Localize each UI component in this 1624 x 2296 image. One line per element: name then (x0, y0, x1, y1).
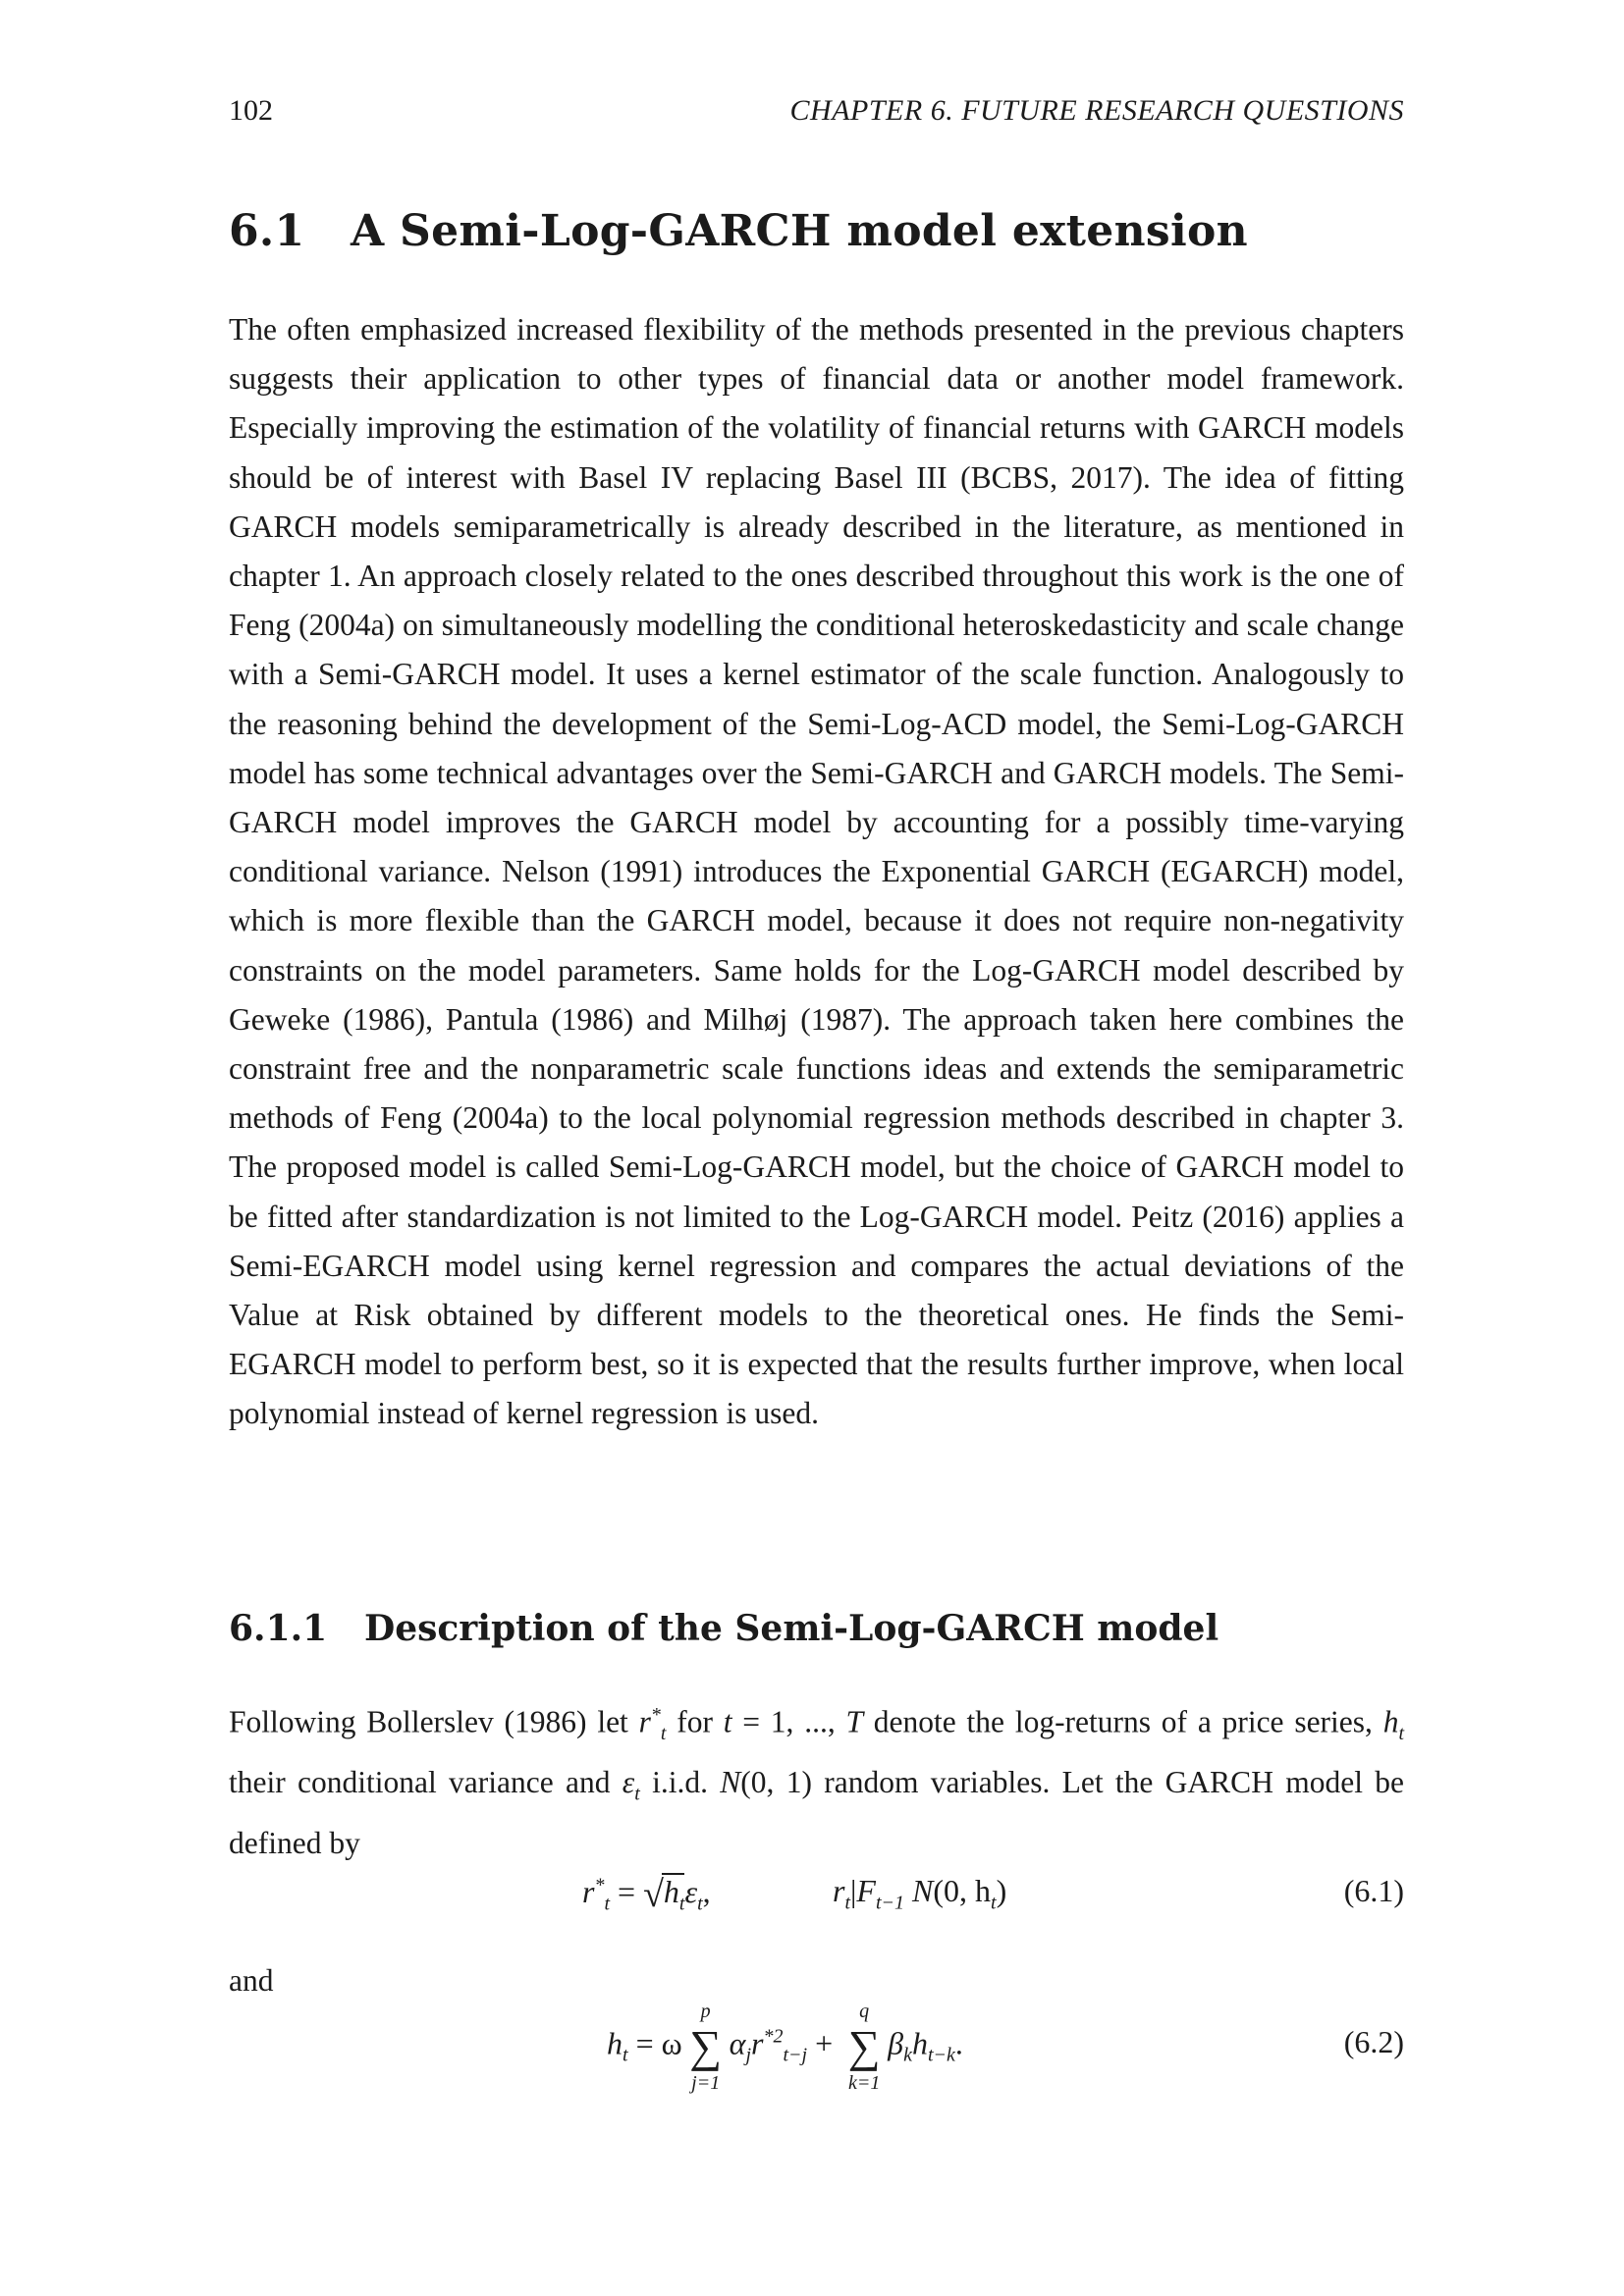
equation-number-6-2: (6.2) (1343, 2024, 1404, 2059)
subsection-title (229, 1608, 1218, 1649)
summation-j: p ∑ j=1 (689, 2001, 723, 2094)
section-title-text: A Semi-Log-GARCH model extension (351, 206, 1248, 256)
equation-6-2 (229, 2002, 1404, 2110)
summation-k: q ∑ k=1 (847, 2001, 881, 2094)
equation-6-1-condition: $r_t|F_{t-1}$ N(0, $h_t$) (833, 1873, 1007, 1914)
equation-number-6-1: (6.1) (1343, 1873, 1404, 1908)
section-title (229, 206, 1248, 256)
chapter-heading: CHAPTER 6. FUTURE RESEARCH QUESTIONS (789, 94, 1404, 127)
equation-6-1 (229, 1873, 1404, 1942)
and-connector: and (229, 1963, 274, 1998)
subsection-number: 6.1.1 (229, 1608, 328, 1649)
intro-paragraph: The often emphasized increased flexibility of the methods presented in the previous chapters suggests their application to other types of financial data or another model framework. Especially improving the estimation of the volatility of financial returns with GARCH models should be of interest with Basel IV replacing Basel III (BCBS, 2017). The idea of fitting GARCH models semiparametrically is already described in the literature, as mentioned in chapter 1. An approach closely related to the ones described throughout this work is the one of Feng (2004a) on simultaneously modelling the conditional heteroskedasticity and scale change with a Semi-GARCH model. It uses a kernel estimator of the scale function. Analogously to the reasoning behind the development of the Semi-Log-ACD model, the Semi-Log-GARCH model has some technical advantages over the Semi-GARCH and GARCH models. The Semi-GARCH model improves the GARCH model by accounting for a possibly time-varying conditional variance. Nelson (1991) introduces the Exponential GARCH (EGARCH) model, which is more flexible than the GARCH model, because it does not require non-negativity constraints on the model parameters. Same holds for the Log-GARCH model described by Geweke (1986), Pantula (1986) and Milhøj (1987). The approach taken here combines the constraint free and the nonparametric scale functions ideas and extends the semiparametric methods of Feng (2004a) to the local polynomial regression methods described in chapter 3. The proposed model is called Semi-Log-GARCH model, but the choice of GARCH model to be fitted after standardization is not limited to the Log-GARCH model. Peitz (2016) applies a Semi-EGARCH model using kernel regression and compares the actual deviations of the Value at Risk obtained by different models to the theoretical ones. He finds the Semi-EGARCH model to perform best, so it is expected that the results further improve, when local polynomial instead of kernel regression is used. (229, 312, 1404, 1431)
equation-6-2-body: $h_t = \omega$ p ∑ j=1 $\alpha_jr^{*2}_{t-j}$ + q ∑ k=1 $\beta_kh_{t-k}$. (607, 2001, 963, 2094)
model-definition-paragraph: Following Bollerslev (1986) let $r^*_t$ for t = 1, ..., T denote the log-returns of a price series, $h_t$ their conditional variance and $\varepsilon_t$ i.i.d. N(0, 1) random variables. Let the GARCH model be defined by (229, 1704, 1405, 1860)
subsection-title-text: Description of the Semi-Log-GARCH model (364, 1608, 1219, 1649)
page-number: 102 (229, 94, 273, 127)
equation-6-1-lhs: $r^*_t = √h_t\varepsilon_t$, (582, 1873, 711, 1920)
running-header (229, 94, 1404, 133)
section-number: 6.1 (229, 206, 305, 256)
